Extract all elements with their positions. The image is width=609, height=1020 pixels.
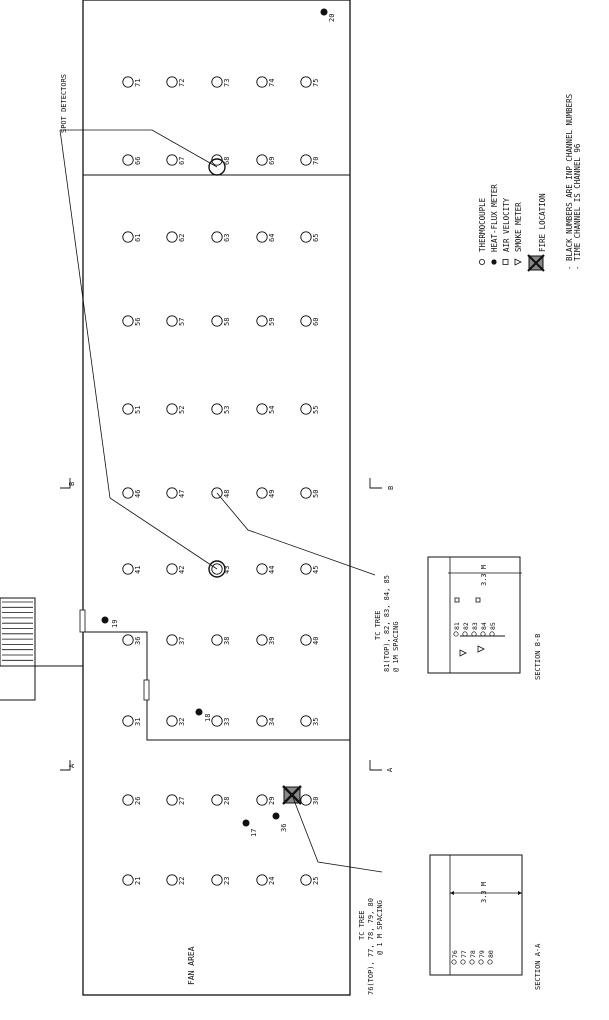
thermocouple-icon xyxy=(167,232,177,242)
tc-tree-2-leader xyxy=(217,493,375,575)
thermocouple-label: 57 xyxy=(178,317,186,326)
thermocouple-label: 59 xyxy=(268,317,276,326)
thermocouple-label: 55 xyxy=(312,405,320,414)
thermocouple-icon xyxy=(167,488,177,498)
heat-flux-icon xyxy=(102,617,109,624)
thermocouple-label: 69 xyxy=(268,156,276,165)
heat-flux-icon xyxy=(321,9,328,16)
tc-tree-point-icon xyxy=(452,960,456,964)
smoke-icon xyxy=(515,259,521,265)
thermocouple-icon xyxy=(257,795,267,805)
thermocouple-label: 64 xyxy=(268,233,276,242)
fire-location-icon xyxy=(528,255,544,271)
thermocouple-label: 42 xyxy=(178,565,186,574)
thermocouple-icon xyxy=(257,155,267,165)
thermocouple-icon xyxy=(212,77,222,87)
tc-tree-point-icon xyxy=(479,960,483,964)
thermocouple-icon xyxy=(257,316,267,326)
air-velocity-icon xyxy=(476,598,480,602)
thermocouple-icon xyxy=(301,875,311,885)
thermocouple-label: 37 xyxy=(178,636,186,645)
tc-tree-point-icon xyxy=(454,632,458,636)
heat-flux-label: 20 xyxy=(328,13,336,22)
thermocouple-label: 24 xyxy=(268,876,276,885)
thermocouple-icon xyxy=(167,316,177,326)
thermocouple-label: 26 xyxy=(134,796,142,805)
heat-flux-label: 18 xyxy=(204,713,212,722)
thermocouple-icon xyxy=(123,716,133,726)
thermocouple-icon xyxy=(479,259,484,264)
thermocouple-label: 38 xyxy=(223,636,231,645)
section-aa-dimension: 3.3 M xyxy=(480,881,488,903)
tc-tree-point-icon xyxy=(488,960,492,964)
thermocouple-icon xyxy=(212,232,222,242)
thermocouple-icon xyxy=(257,404,267,414)
thermocouple-label: 29 xyxy=(268,796,276,805)
thermocouple-icon xyxy=(301,488,311,498)
thermocouple-icon xyxy=(123,404,133,414)
svg-text:81(TOP), 82, 83, 84, 85: 81(TOP), 82, 83, 84, 85 xyxy=(383,575,391,672)
legend-label: AIR VELOCITY xyxy=(502,197,511,252)
thermocouple-label: 35 xyxy=(312,717,320,726)
thermocouple-label: 51 xyxy=(134,405,142,414)
thermocouple-label: 54 xyxy=(268,405,276,414)
tc-tree-point-icon xyxy=(472,632,476,636)
thermocouple-label: 73 xyxy=(223,78,231,87)
thermocouple-icon xyxy=(212,875,222,885)
tc-tree-point-label: 78 xyxy=(469,950,477,958)
tc-tree-point-label: 84 xyxy=(480,622,488,630)
thermocouple-icon xyxy=(123,488,133,498)
thermocouple-icon xyxy=(257,77,267,87)
section-marker-b-left xyxy=(60,478,76,488)
svg-text:A: A xyxy=(386,767,394,772)
tc-tree-point-label: 77 xyxy=(460,950,468,958)
heat-flux-icon xyxy=(273,813,280,820)
thermocouple-icon xyxy=(257,488,267,498)
thermocouple-label: 44 xyxy=(268,565,276,574)
air-velocity-icon xyxy=(455,598,459,602)
smoke-icon xyxy=(478,646,484,652)
thermocouple-icon xyxy=(167,875,177,885)
legend-label: THERMOCOUPLE xyxy=(478,197,487,252)
heat-flux-label: 19 xyxy=(111,619,119,628)
tc-tree-point-label: 85 xyxy=(489,622,497,630)
thermocouple-label: 39 xyxy=(268,636,276,645)
thermocouple-label: 25 xyxy=(312,876,320,885)
tc-tree-2-label xyxy=(374,575,400,672)
thermocouple-icon xyxy=(167,404,177,414)
tc-tree-point-label: 76 xyxy=(451,950,459,958)
legend-label: HEAT-FLUX METER xyxy=(490,184,499,252)
thermocouple-label: 27 xyxy=(178,796,186,805)
thermocouple-icon xyxy=(123,77,133,87)
thermocouple-icon xyxy=(301,795,311,805)
tc-tree-point-label: 82 xyxy=(462,622,470,630)
section-bb-title: SECTION B-B xyxy=(534,633,542,680)
door-inner xyxy=(144,680,149,700)
svg-text:TC TREE: TC TREE xyxy=(358,910,366,940)
thermocouple-label: 67 xyxy=(178,156,186,165)
thermocouple-label: 45 xyxy=(312,565,320,574)
thermocouple-label: 47 xyxy=(178,489,186,498)
section-marker-b-right xyxy=(370,478,395,490)
thermocouple-label: 43 xyxy=(223,565,231,574)
heat-flux-label: 17 xyxy=(250,828,258,837)
thermocouple-icon xyxy=(123,875,133,885)
legend-note: - TIME CHANNEL IS CHANNEL 96 xyxy=(573,143,582,270)
tc-tree-point-label: 80 xyxy=(487,950,495,958)
thermocouple-icon xyxy=(212,716,222,726)
section-aa-title: SECTION A-A xyxy=(534,943,542,990)
thermocouple-icon xyxy=(301,316,311,326)
thermocouple-label: 60 xyxy=(312,317,320,326)
legend-label: FIRE LOCATION xyxy=(538,193,547,252)
spot-detectors-label: SPOT DETECTORS xyxy=(60,73,68,133)
svg-text:@ 1 M SPACING: @ 1 M SPACING xyxy=(376,900,384,955)
tc-tree-point-icon xyxy=(490,632,494,636)
svg-text:A: A xyxy=(68,763,76,768)
thermocouple-label: 46 xyxy=(134,489,142,498)
tc-tree-point-label: 79 xyxy=(478,950,486,958)
thermocouple-icon xyxy=(123,155,133,165)
room-outline xyxy=(83,0,350,995)
thermocouple-label: 53 xyxy=(223,405,231,414)
smoke-icon xyxy=(460,650,466,656)
svg-text:76(TOP), 77, 78, 79, 80: 76(TOP), 77, 78, 79, 80 xyxy=(367,898,375,995)
thermocouple-grid xyxy=(123,77,320,885)
spot-detectors xyxy=(60,74,225,577)
legend-note: - BLACK NUMBERS ARE INP CHANNEL NUMBERS xyxy=(565,93,574,270)
thermocouple-icon xyxy=(123,564,133,574)
thermocouple-icon xyxy=(212,795,222,805)
fan-area-label: FAN AREA xyxy=(187,946,196,985)
thermocouple-icon xyxy=(257,564,267,574)
thermocouple-icon xyxy=(301,564,311,574)
tc-tree-point-label: 81 xyxy=(453,622,461,630)
thermocouple-label: 66 xyxy=(134,156,142,165)
door-left xyxy=(80,610,85,632)
heat-flux-icon xyxy=(196,709,203,716)
thermocouple-icon xyxy=(301,716,311,726)
tc-tree-point-icon xyxy=(481,632,485,636)
thermocouple-label: 56 xyxy=(134,317,142,326)
heat-flux-icon xyxy=(491,259,496,264)
thermocouple-label: 40 xyxy=(312,636,320,645)
thermocouple-icon xyxy=(123,635,133,645)
thermocouple-label: 22 xyxy=(178,876,186,885)
thermocouple-label: 68 xyxy=(223,156,231,165)
thermocouple-icon xyxy=(167,716,177,726)
thermocouple-icon xyxy=(167,77,177,87)
thermocouple-icon xyxy=(257,875,267,885)
thermocouple-label: 71 xyxy=(134,78,142,87)
thermocouple-icon xyxy=(301,404,311,414)
thermocouple-label: 58 xyxy=(223,317,231,326)
thermocouple-label: 48 xyxy=(223,489,231,498)
tc-tree-point-icon xyxy=(470,960,474,964)
thermocouple-label: 61 xyxy=(134,233,142,242)
heat-flux-label: 36 xyxy=(280,823,288,832)
thermocouple-label: 70 xyxy=(312,156,320,165)
thermocouple-label: 28 xyxy=(223,796,231,805)
section-marker-a-left xyxy=(60,760,76,770)
thermocouple-label: 41 xyxy=(134,565,142,574)
svg-text:B: B xyxy=(387,485,395,490)
heat-flux-meters xyxy=(102,9,337,838)
thermocouple-icon xyxy=(123,795,133,805)
section-bb xyxy=(428,557,542,680)
svg-text:B: B xyxy=(68,481,76,486)
thermocouple-icon xyxy=(301,232,311,242)
svg-text:@ 1M SPACING: @ 1M SPACING xyxy=(392,621,400,672)
svg-text:TC TREE: TC TREE xyxy=(374,610,382,640)
thermocouple-label: 30 xyxy=(312,796,320,805)
thermocouple-label: 65 xyxy=(312,233,320,242)
tc-tree-point-label: 83 xyxy=(471,622,479,630)
thermocouple-icon xyxy=(123,232,133,242)
section-bb-dimension: 3.3 M xyxy=(480,564,488,586)
thermocouple-label: 62 xyxy=(178,233,186,242)
thermocouple-icon xyxy=(257,716,267,726)
thermocouple-icon xyxy=(167,155,177,165)
thermocouple-label: 33 xyxy=(223,717,231,726)
thermocouple-label: 63 xyxy=(223,233,231,242)
thermocouple-label: 72 xyxy=(178,78,186,87)
thermocouple-label: 21 xyxy=(134,876,142,885)
thermocouple-label: 74 xyxy=(268,78,276,87)
thermocouple-label: 36 xyxy=(134,636,142,645)
thermocouple-icon xyxy=(301,635,311,645)
thermocouple-label: 31 xyxy=(134,717,142,726)
tc-tree-point-icon xyxy=(461,960,465,964)
thermocouple-icon xyxy=(123,316,133,326)
thermocouple-icon xyxy=(257,635,267,645)
stairs xyxy=(0,598,83,700)
thermocouple-icon xyxy=(212,635,222,645)
thermocouple-label: 50 xyxy=(312,489,320,498)
smoke-meter-marks xyxy=(460,636,505,656)
thermocouple-icon xyxy=(212,316,222,326)
tc-tree-point-icon xyxy=(463,632,467,636)
thermocouple-icon xyxy=(301,77,311,87)
thermocouple-icon xyxy=(167,795,177,805)
thermocouple-icon xyxy=(301,155,311,165)
legend xyxy=(478,93,582,271)
thermocouple-label: 34 xyxy=(268,717,276,726)
section-marker-a-right xyxy=(370,760,394,772)
thermocouple-label: 23 xyxy=(223,876,231,885)
thermocouple-icon xyxy=(167,635,177,645)
thermocouple-label: 32 xyxy=(178,717,186,726)
section-aa xyxy=(430,855,542,990)
thermocouple-icon xyxy=(257,232,267,242)
tc-tree-1-leader xyxy=(292,795,382,872)
thermocouple-icon xyxy=(212,404,222,414)
thermocouple-label: 52 xyxy=(178,405,186,414)
legend-label: SMOKE METER xyxy=(514,202,523,252)
thermocouple-icon xyxy=(167,564,177,574)
thermocouple-label: 75 xyxy=(312,78,320,87)
heat-flux-icon xyxy=(243,820,250,827)
tc-tree-1-label xyxy=(358,898,384,995)
air-velocity-icon xyxy=(503,260,508,265)
thermocouple-label: 49 xyxy=(268,489,276,498)
